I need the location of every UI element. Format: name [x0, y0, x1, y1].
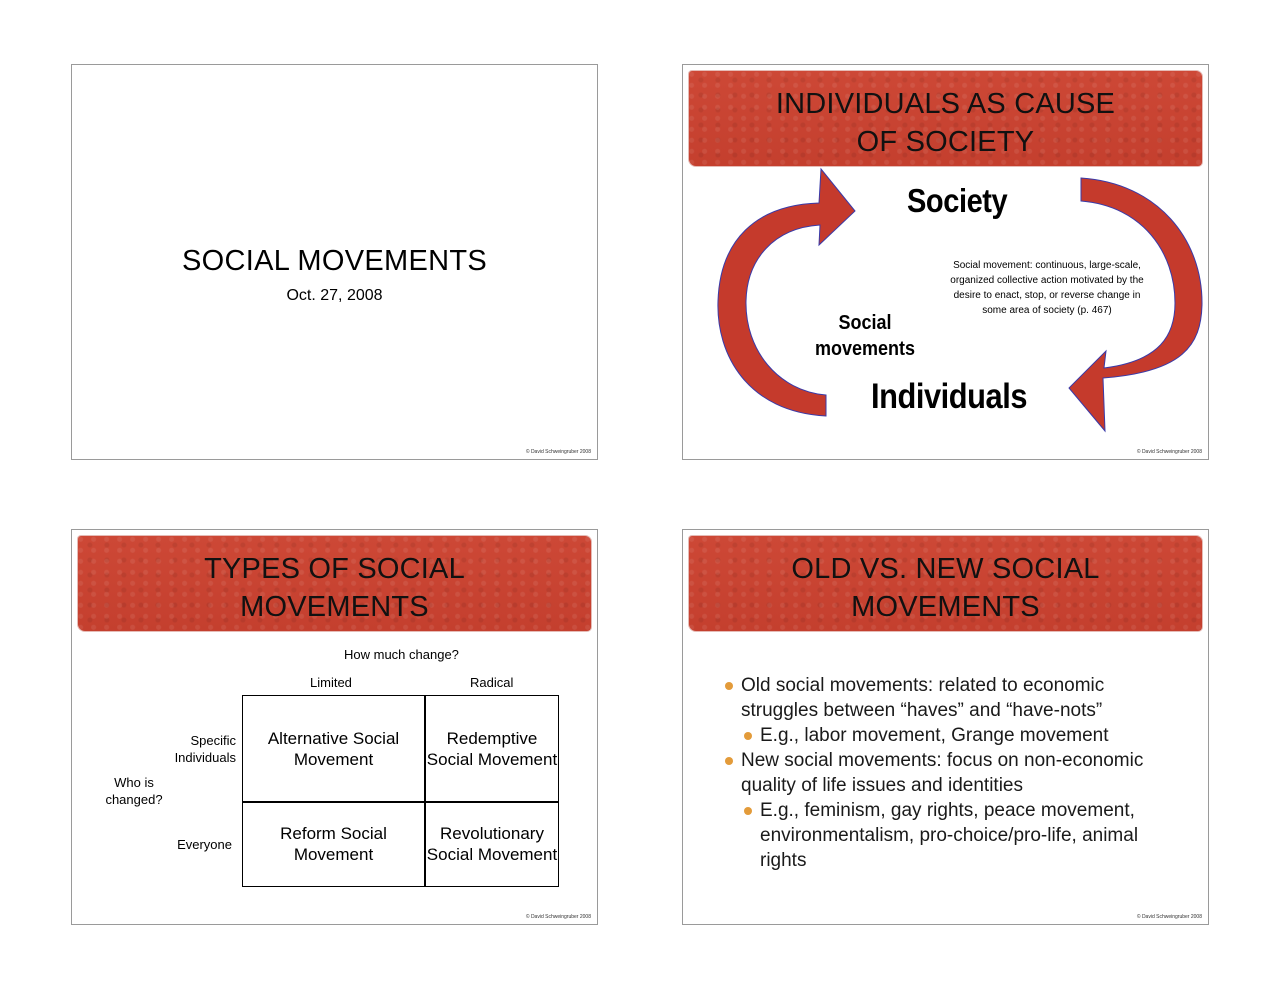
slide-1-date: Oct. 27, 2008 [286, 287, 383, 304]
title-banner [689, 536, 1202, 631]
row-specific-line-1: Specific [190, 733, 236, 748]
slide-4-heading-line-1: OLD VS. NEW SOCIAL [791, 553, 1100, 585]
definition-line: desire to enact, stop, or reverse change in [953, 290, 1141, 301]
cell-text: Movement [293, 750, 374, 769]
copyright-notice: © David Schweingruber 2008 [1136, 914, 1202, 920]
bullet-icon [725, 682, 733, 690]
row-specific-individuals-label [164, 732, 236, 766]
copyright-notice: © David Schweingruber 2008 [525, 914, 591, 920]
bullet-icon [744, 807, 752, 815]
cell-revolutionary-social-movement [425, 823, 559, 865]
table-divider-horizontal [243, 801, 558, 803]
society-label: Society [907, 182, 1008, 219]
cell-text: Social Movement [426, 845, 558, 864]
cell-text: Movement [293, 845, 374, 864]
slide-3-types-of-social-movements [71, 529, 598, 925]
slide-2-heading-line-1: INDIVIDUALS AS CAUSE [775, 88, 1116, 120]
cell-text: Revolutionary [440, 824, 544, 843]
bullet-icon [725, 757, 733, 765]
definition-line: Social movement: continuous, large-scale, [953, 260, 1141, 271]
slide-2-individuals-cause-society [682, 64, 1209, 460]
definition-line: organized collective action motivated by the [950, 275, 1144, 286]
bullet-icon [744, 732, 752, 740]
social-movements-label-line-2: movements [814, 338, 916, 360]
who-is-changed-line-2: changed? [105, 792, 163, 807]
left-curved-arrow-icon [718, 169, 855, 416]
cell-redemptive-social-movement [425, 728, 559, 770]
list-item-text: E.g., labor movement, Grange movement [760, 725, 1109, 746]
how-much-change-label: How much change? [344, 647, 459, 662]
who-is-changed-line-1: Who is [114, 775, 154, 790]
slide-2-heading-line-2: OF SOCIETY [856, 126, 1035, 158]
column-radical-label: Radical [470, 675, 514, 690]
bullet-list [719, 673, 1189, 873]
list-item [719, 798, 1189, 873]
slide-3-heading-line-2: MOVEMENTS [240, 591, 429, 623]
list-item [719, 673, 1189, 723]
cell-alternative-social-movement [243, 728, 424, 770]
cell-text: Reform Social [280, 824, 387, 843]
social-movement-definition [935, 258, 1159, 318]
cell-reform-social-movement [243, 823, 424, 865]
list-item-text: E.g., feminism, gay rights, peace movement, [760, 800, 1135, 821]
row-everyone-label: Everyone [177, 837, 232, 852]
social-movements-label [811, 310, 919, 362]
list-item-text: New social movements: focus on non-economic [741, 750, 1144, 771]
definition-line: some area of society (p. 467) [982, 305, 1112, 316]
list-item-text: Old social movements: related to economic [741, 675, 1105, 696]
list-item-text: environmentalism, pro-choice/pro-life, animal [760, 825, 1139, 846]
who-is-changed-label [102, 774, 166, 808]
list-item-text: rights [760, 850, 807, 871]
movement-types-table [242, 695, 559, 887]
cell-text: Redemptive [446, 729, 538, 748]
list-item-text: quality of life issues and identities [741, 775, 1023, 796]
slide-1-heading: SOCIAL MOVEMENTS [181, 245, 488, 277]
slide-4-heading-line-2: MOVEMENTS [851, 591, 1040, 623]
row-specific-line-2: Individuals [174, 750, 236, 765]
slide-1-title [71, 64, 598, 460]
list-item [719, 723, 1189, 748]
title-banner [78, 536, 591, 631]
individuals-label: Individuals [871, 377, 1028, 416]
slide-3-heading-line-1: TYPES OF SOCIAL [204, 553, 465, 585]
cell-text: Alternative Social [267, 729, 400, 748]
copyright-notice: © David Schweingruber 2008 [1136, 449, 1202, 455]
column-limited-label: Limited [310, 675, 352, 690]
list-item [719, 748, 1189, 798]
cell-text: Social Movement [426, 750, 558, 769]
copyright-notice: © David Schweingruber 2008 [525, 449, 591, 455]
list-item-text: struggles between “haves” and “have-nots” [741, 700, 1103, 721]
slide-3-heading [78, 550, 591, 626]
slide-4-heading [689, 550, 1202, 626]
social-movements-label-line-1: Social [838, 312, 892, 334]
slide-4-old-vs-new-social-movements [682, 529, 1209, 925]
